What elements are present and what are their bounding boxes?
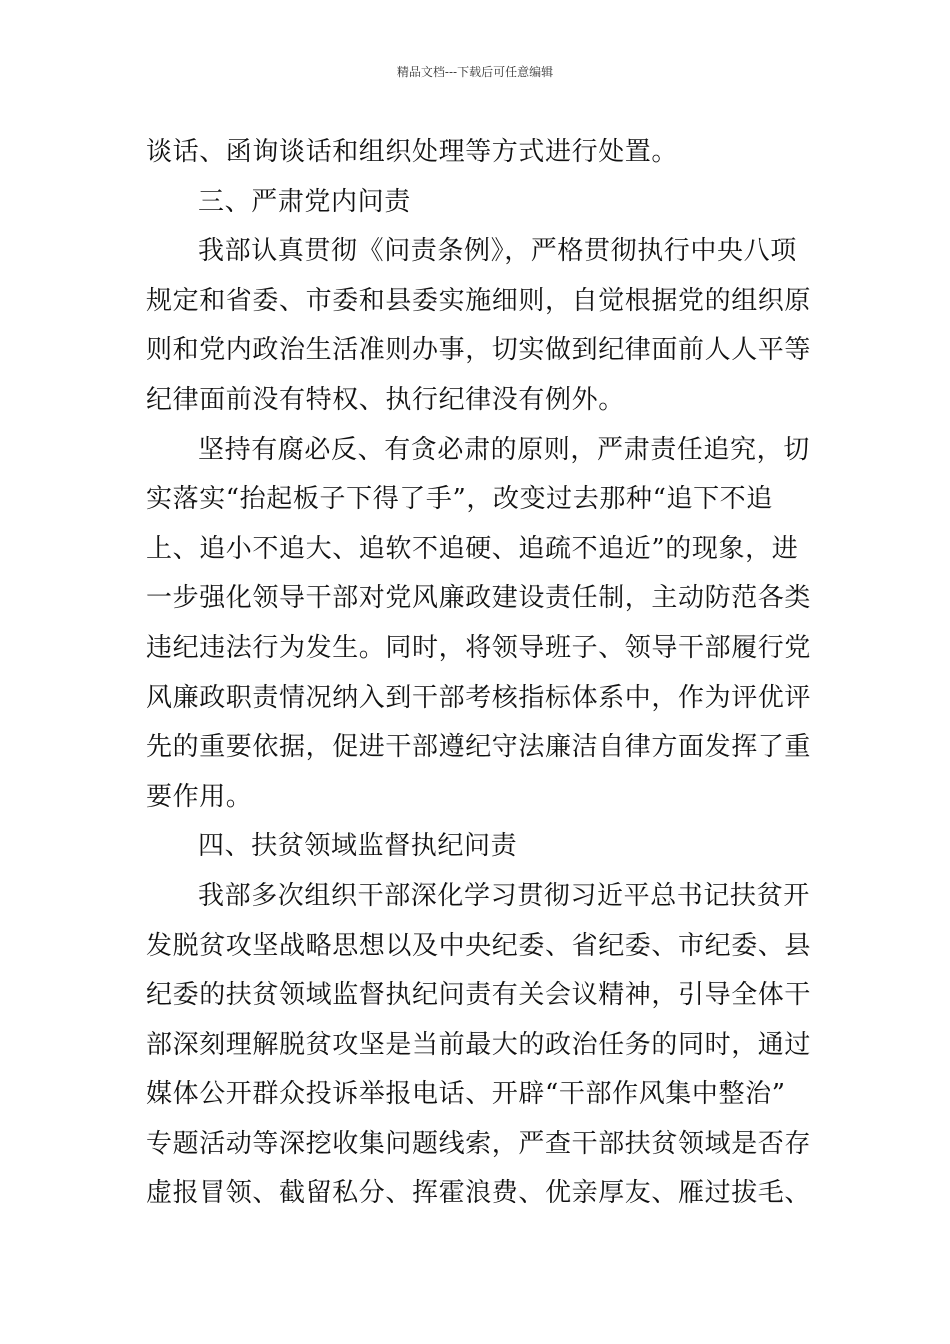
paragraph-line: 先的重要依据，促进干部遵纪守法廉洁自律方面发挥了重 — [146, 732, 812, 763]
paragraph-line: 风廉政职责情况纳入到干部考核指标体系中，作为评优评 — [146, 682, 812, 713]
paragraph-line: 一步强化领导干部对党风廉政建设责任制，主动防范各类 — [146, 583, 812, 614]
paragraph-line: 媒体公开群众投诉举报电话、开辟“干部作风集中整治” — [146, 1079, 786, 1110]
paragraph-line: 坚持有腐必反、有贪必肃的原则，严肃责任追究，切 — [198, 434, 810, 465]
paragraph-line: 专题活动等深挖收集问题线索，严查干部扶贫领域是否存 — [146, 1128, 812, 1159]
paragraph-line: 纪委的扶贫领域监督执纪问责有关会议精神，引导全体干 — [146, 980, 812, 1011]
document-body — [146, 128, 812, 1219]
paragraph-line: 虚报冒领、截留私分、挥霍浪费、优亲厚友、雁过拔毛、 — [146, 1178, 812, 1209]
paragraph-line: 实落实“抬起板子下得了手”，改变过去那种“追下不追 — [146, 484, 773, 515]
section-heading-4: 四、扶贫领域监督执纪问责 — [198, 831, 518, 862]
paragraph-line: 谈话、函询谈话和组织处理等方式进行处置。 — [146, 137, 679, 167]
paragraph-line: 我部多次组织干部深化学习贯彻习近平总书记扶贫开 — [198, 880, 810, 911]
paragraph-line: 发脱贫攻坚战略思想以及中央纪委、省纪委、市纪委、县 — [146, 930, 812, 961]
paragraph-line: 部深刻理解脱贫攻坚是当前最大的政治任务的同时，通过 — [146, 1029, 812, 1060]
paragraph-line: 违纪违法行为发生。同时，将领导班子、领导干部履行党 — [146, 632, 812, 663]
paragraph-line: 要作用。 — [146, 781, 253, 812]
paragraph-line: 上、追小不追大、追软不追硬、追疏不追近”的现象，进 — [146, 533, 799, 564]
page-header: 精品文档---下载后可任意编辑 — [396, 65, 554, 79]
paragraph-line: 则和党内政治生活准则办事，切实做到纪律面前人人平等 — [146, 335, 812, 366]
paragraph-line: 我部认真贯彻《问责条例》，严格贯彻执行中央八项 — [198, 236, 797, 267]
section-heading-3: 三、严肃党内问责 — [198, 186, 411, 217]
paragraph-line: 纪律面前没有特权、执行纪律没有例外。 — [146, 384, 625, 415]
paragraph-line: 规定和省委、市委和县委实施细则，自觉根据党的组织原 — [146, 285, 812, 316]
